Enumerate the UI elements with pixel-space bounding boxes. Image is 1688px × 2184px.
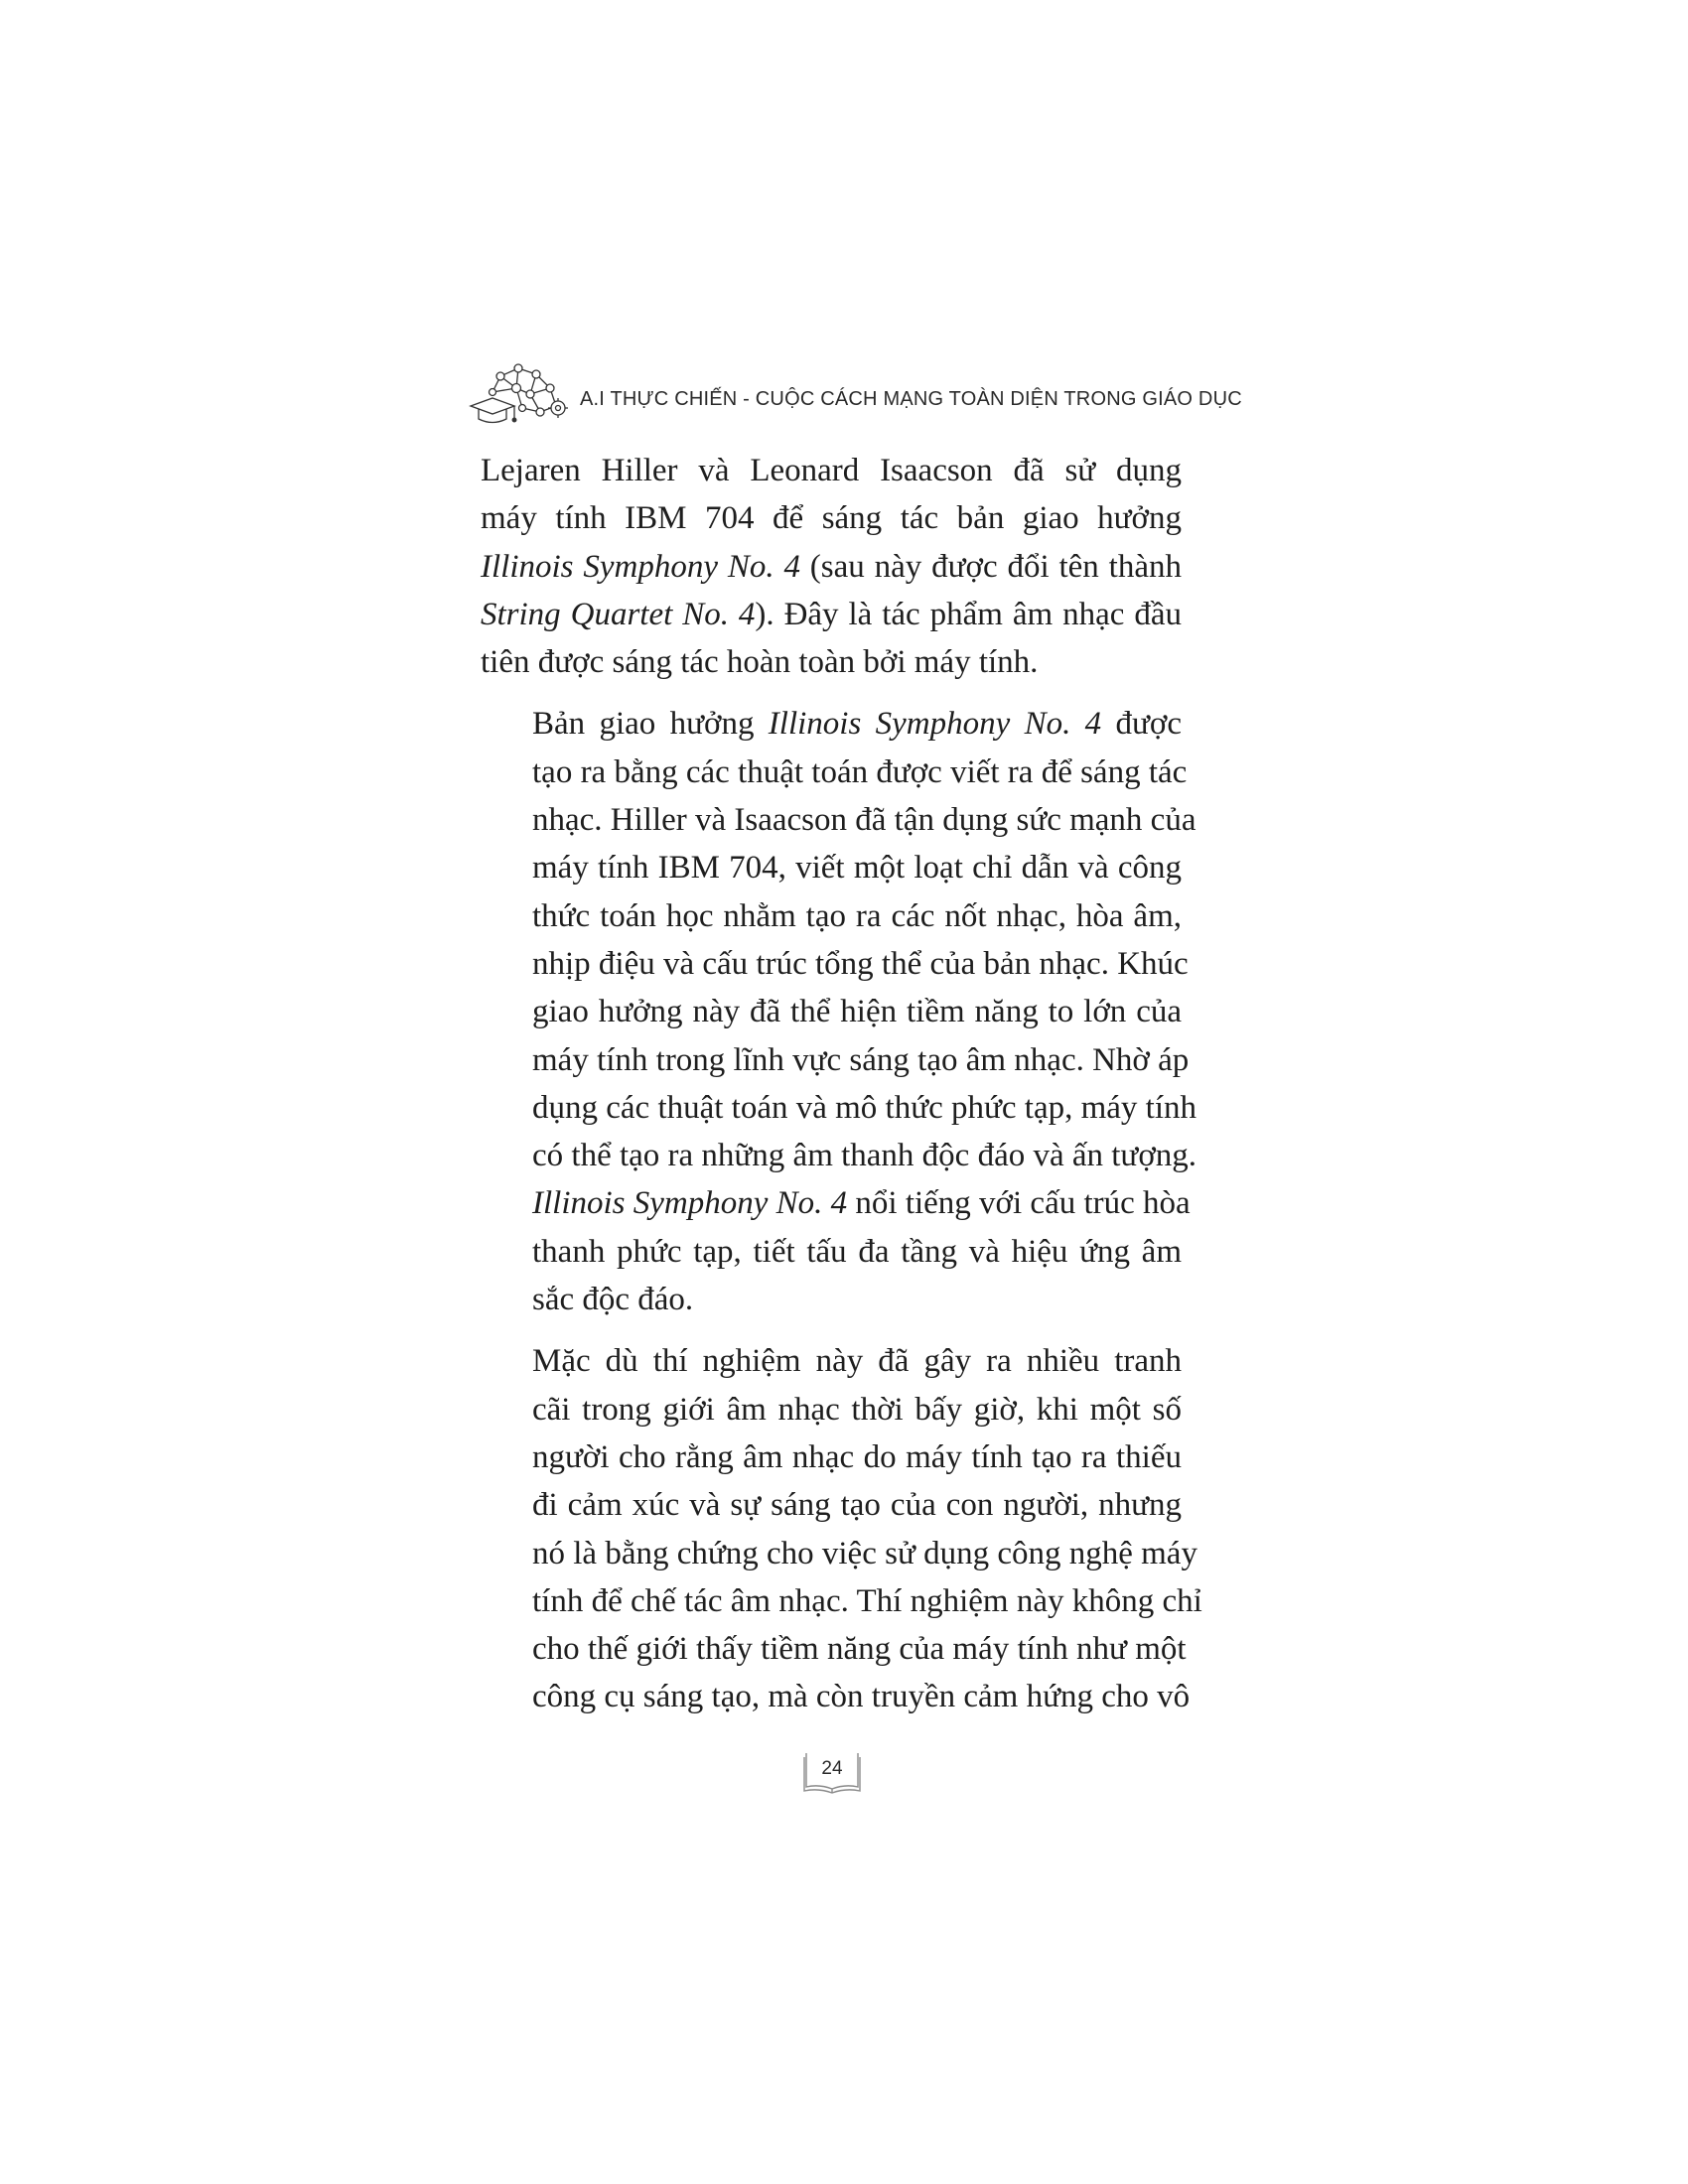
paragraph-3	[481, 1337, 1202, 1720]
text-run: nhạc. Hiller và Isaacson đã tận dụng sức mạnh của	[532, 802, 1196, 839]
text-run: tính để chế tác âm nhạc. Thí nghiệm này không chỉ	[532, 1582, 1202, 1619]
text-line	[481, 844, 1182, 891]
text-run: máy tính IBM 704 để sáng tác bản giao hưởng	[481, 500, 1182, 537]
text-run: đi cảm xúc và sự sáng tạo của con người, nhưng	[532, 1487, 1182, 1524]
text-run: được	[1101, 706, 1182, 743]
text-line	[481, 1433, 1182, 1481]
text-line	[481, 1084, 1197, 1132]
text-run: máy tính IBM 704, viết một loạt chỉ dẫn và công	[532, 850, 1182, 887]
text-run: Mặc dù thí nghiệm này đã gây ra nhiều tranh	[532, 1343, 1182, 1380]
text-line	[481, 638, 1182, 686]
text-run: sắc độc đáo.	[532, 1282, 694, 1318]
text-run: cho thế giới thấy tiềm năng của máy tính như một	[532, 1631, 1187, 1668]
text-run: ). Đây là tác phẩm âm nhạc đầu	[755, 596, 1182, 632]
italic-title: Illinois Symphony No. 4	[481, 548, 800, 585]
text-line	[481, 1337, 1182, 1385]
text-line	[481, 1625, 1187, 1673]
text-run: tạo ra bằng các thuật toán được viết ra để sáng tác	[532, 753, 1188, 790]
text-line	[481, 940, 1189, 988]
text-line	[481, 1276, 1182, 1323]
text-run: thanh phức tạp, tiết tấu đa tầng và hiệu ứng âm	[532, 1233, 1182, 1270]
text-line	[481, 1673, 1191, 1720]
paragraph-2	[481, 700, 1197, 1323]
text-run: giao hưởng này đã thể hiện tiềm năng to lớn của	[532, 994, 1182, 1030]
text-line	[481, 1228, 1182, 1276]
text-line	[481, 1577, 1202, 1625]
text-line	[481, 1386, 1182, 1433]
text-line	[481, 1481, 1182, 1529]
text-line	[481, 591, 1182, 638]
running-header	[467, 362, 1242, 442]
paragraph-1	[481, 447, 1182, 686]
text-line	[481, 1530, 1197, 1577]
text-line	[481, 988, 1182, 1035]
text-run: máy tính trong lĩnh vực sáng tạo âm nhạc. Nhờ áp	[532, 1041, 1190, 1078]
text-line	[481, 1179, 1191, 1227]
text-line	[481, 543, 1182, 591]
text-run: (sau này được đổi tên thành	[799, 548, 1182, 585]
body-text	[481, 447, 1202, 1735]
running-header-title: A.I THỰC CHIẾN - CUỘC CÁCH MẠNG TOÀN DIỆN TRONG GIÁO DỤC	[580, 388, 1242, 410]
italic-title: String Quartet No. 4	[481, 596, 756, 632]
text-run: nó là bằng chứng cho việc sử dụng công nghệ máy	[532, 1535, 1197, 1571]
text-run: người cho rằng âm nhạc do máy tính tạo ra thiếu	[532, 1438, 1182, 1475]
text-line	[481, 447, 1182, 494]
text-line	[481, 1036, 1190, 1084]
text-line	[481, 796, 1196, 844]
text-run: Bản giao hưởng	[532, 706, 769, 743]
text-run: Lejaren Hiller và Leonard Isaacson đã sử dụng	[481, 453, 1182, 488]
page-number-badge	[802, 1749, 862, 1795]
text-run: nhịp điệu và cấu trúc tổng thể của bản nhạc. Khúc	[532, 945, 1189, 982]
text-run: dụng các thuật toán và mô thức phức tạp, máy tính	[532, 1089, 1197, 1126]
italic-title: Illinois Symphony No. 4	[768, 706, 1102, 743]
text-run: thức toán học nhằm tạo ra các nốt nhạc, hòa âm,	[532, 897, 1182, 934]
text-run: công cụ sáng tạo, mà còn truyền cảm hứng cho vô	[532, 1679, 1191, 1715]
text-run: có thể tạo ra những âm thanh độc đáo và ấn tượng.	[532, 1138, 1197, 1174]
text-line	[481, 494, 1182, 542]
page-number: 24	[821, 1758, 843, 1779]
text-run: nổi tiếng với cấu trúc hòa	[847, 1185, 1191, 1222]
text-run: tiên được sáng tác hoàn toàn bởi máy tính.	[481, 644, 1039, 681]
text-line	[481, 1132, 1197, 1179]
text-run: cãi trong giới âm nhạc thời bấy giờ, khi một số	[532, 1391, 1182, 1428]
italic-title: Illinois Symphony No. 4	[532, 1185, 848, 1222]
text-line	[481, 749, 1188, 796]
text-line	[481, 700, 1182, 748]
ai-network-graduation-cap-icon	[467, 362, 571, 442]
text-line	[481, 892, 1182, 940]
